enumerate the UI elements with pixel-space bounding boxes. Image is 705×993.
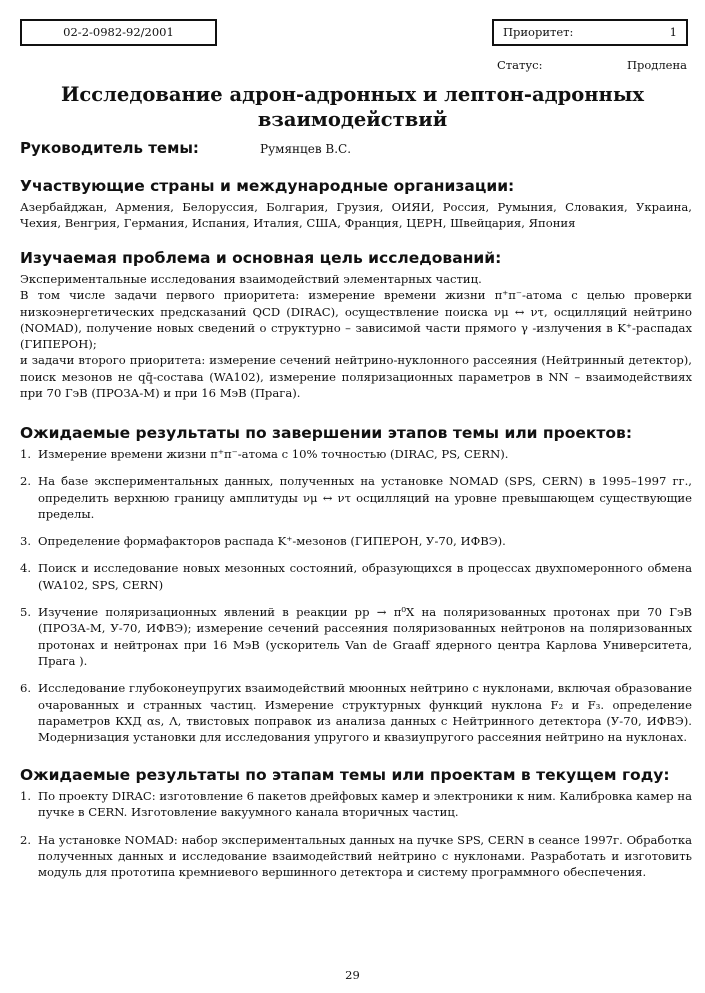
expected-year-list xyxy=(20,788,692,880)
expected-stages-list xyxy=(20,446,692,745)
expected-stages-heading: Ожидаемые результаты по завершении этапов темы или проектов: xyxy=(20,424,633,442)
list-item: 4. Поиск и исследование новых мезонных состояний, образующихся в процессах двухпомеронного обмена (WA102, SPS, CERN) xyxy=(20,561,692,592)
list-item: 3. Определение формафакторов распада K⁺-мезонов (ГИПЕРОН, У-70, ИФВЭ). xyxy=(20,534,506,549)
status-line xyxy=(497,58,687,72)
list-item: 1. Измерение времени жизни π⁺π⁻-атома с 10% точностью (DIRAC, PS, CERN). xyxy=(20,447,509,461)
expected-stages-section xyxy=(20,424,692,745)
leader-label: Руководитель темы: xyxy=(20,139,199,157)
expected-year-heading: Ожидаемые результаты по этапам темы или проектам в текущем году: xyxy=(20,766,670,784)
countries-text: Азербайджан, Армения, Белоруссия, Болгария, Грузия, ОИЯИ, Россия, Румыния, Словакия, Украина, Чехия, Венгрия, Германия, Испания, Италия, США, Франция, ЦЕРН, Швейцария, Япония xyxy=(20,200,692,231)
status-label: Статус: xyxy=(497,58,543,72)
page-number: 29 xyxy=(345,968,360,982)
priority-value: 1 xyxy=(669,25,677,39)
leader-line xyxy=(20,139,690,157)
problem-section xyxy=(20,249,692,401)
list-item: 2. На установке NOMAD: набор экспериментальных данных на пучке SPS, CERN в сеансе 1997г. Обработка полученных данных и исследование взаимодействий нейтрино с нуклонами. Разработать и изготовить модуль для прототипа кремниевого вершинного детектора и систему программного обеспечения. xyxy=(20,832,692,880)
topic-code: 02-2-0982-92/2001 xyxy=(63,25,174,39)
topic-code-box xyxy=(20,19,217,46)
priority-label: Приоритет: xyxy=(503,25,574,39)
list-item: 6. Исследование глубоконеупругих взаимодействий мюонных нейтрино с нуклонами, включая образование очарованных и странных частиц. Измерение структурных функций нуклона F₂ и F₃. определение параметров КХД αs, Λ, твистовых поправок из анализа данных с Нейтринного детектора (У-70, ИФВЭ). Модернизация установки для исследования упругого и квазиупругого рассеяния нейтрино на нуклонах. xyxy=(20,681,692,745)
page-title: Исследование адрон-адронных и лептон-адронных взаимодействий xyxy=(61,83,644,131)
status-value: Продлена xyxy=(626,58,687,72)
problem-heading: Изучаемая проблема и основная цель исследований: xyxy=(20,249,502,267)
problem-paragraph-2: В том числе задачи первого приоритета: измерение времени жизни π⁺π⁻-атома с целью проверки низкоэнергетических предсказаний QCD (DIRAC), осуществление поиска νμ ↔ ντ, осцилляций нейтрино (NOMAD), получение новых сведений о структурно – зависимой части прямого γ -излучения в K⁺-распадах (ГИПЕРОН); xyxy=(20,288,692,352)
leader-name: Румянцев В.С. xyxy=(260,142,352,156)
problem-paragraph-1: Экспериментальные исследования взаимодействий элементарных частиц. xyxy=(20,272,482,286)
list-item: 5. Изучение поляризационных явлений в реакции pp → π⁰X на поляризованных протонах при 70 ГэВ (ПРОЗА-М, У-70, ИФВЭ); измерение сечений рассеяния поляризованных нейтронов на поляризованных протонах и нейтронах при 16 МэВ (ускоритель Van de Graaff ядерного центра Карлова Университета, Прага ). xyxy=(20,605,692,668)
countries-heading: Участвующие страны и международные организации: xyxy=(20,177,515,195)
list-item: 2. На базе экспериментальных данных, полученных на установке NOMAD (SPS, CERN) в 1995–1997 гг., определить верхнюю границу амплитуды νμ ↔ ντ осцилляций на уровне превышающем существующие пределы. xyxy=(20,474,692,521)
list-item: 1. По проекту DIRAC: изготовление 6 пакетов дрейфовых камер и электроники к ним. Калибровка камер на пучке в CERN. Изготовление вакуумного канала вторичных частиц. xyxy=(20,789,692,820)
priority-box xyxy=(492,19,688,46)
problem-paragraph-3: и задачи второго приоритета: измерение сечений нейтрино-нуклонного рассеяния (Нейтринный детектор), поиск мезонов не qq̄-состава (WA102), измерение поляризационных параметров в NN – взаимодействиях при 70 ГэВ (ПРОЗА-М) и при 16 МэВ (Прага). xyxy=(20,353,692,401)
expected-year-section xyxy=(20,766,692,880)
countries-section xyxy=(20,177,692,232)
